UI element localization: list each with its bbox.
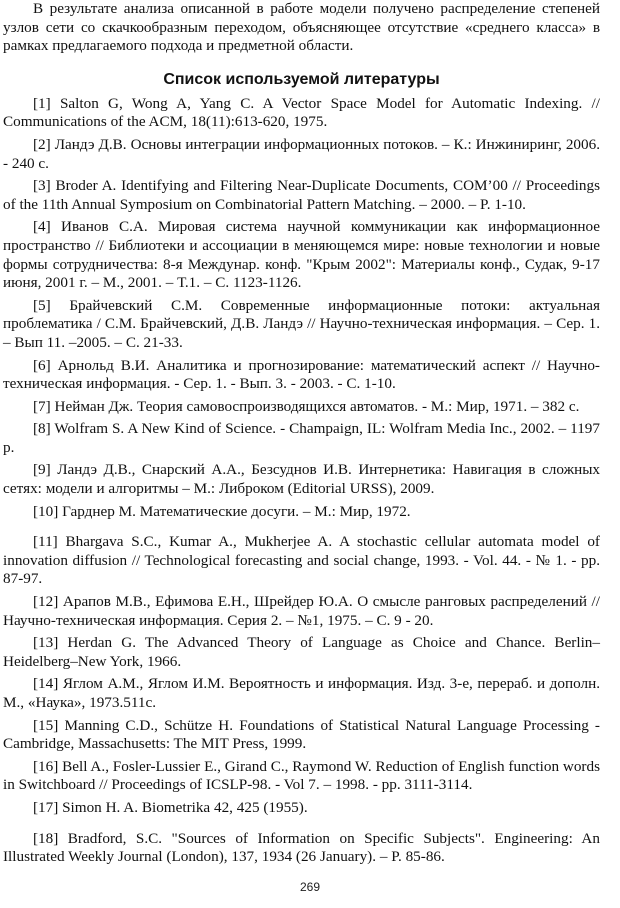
reference-item-13: [13] Herdan G. The Advanced Theory of Language as Choice and Chance. Berlin–Heidelberg–New York, 1966. <box>3 634 600 670</box>
reference-item-8: [8] Wolfram S. A New Kind of Science. - Champaign, IL: Wolfram Media Inc., 2002. – 1197 p. <box>3 420 600 456</box>
reference-item-15: [15] Manning C.D., Schütze H. Foundations of Statistical Natural Language Processing - Cambridge, Massachusetts: The MIT Press, 1999. <box>3 716 600 753</box>
reference-item-4: [4] Иванов С.А. Мировая система научной коммуникации как информационное пространство // Библиотеки и ассоциации в меняющемся мире: новые технологии и новые формы сотрудничества: 8-я Междунар. конф. "Крым 2002": Материалы конф., Судак, 9-17 июня, 2001 г. – М., 2001. – Т.1. – С. 1123-1126. <box>3 218 600 292</box>
reference-item-5: [5] Брайчевский С.М. Современные информационные потоки: актуальная проблематика / С.М. Брайчевский, Д.В. Ландэ // Научно-техническая информация. – Сер. 1. – Вып 11. –2005. – С. 21-33. <box>3 296 600 351</box>
reference-item-7: [7] Нейман Дж. Теория самовоспроизводящихся автоматов. - М.: Мир, 1971. – 382 с. <box>33 397 580 415</box>
reference-item-9: [9] Ландэ Д.В., Снарский А.А., Безсуднов И.В. Интернетика: Навигация в сложных сетях: модели и алгоритмы – М.: Либроком (Editorial URSS), 2009. <box>3 461 600 498</box>
reference-item-16: [16] Bell A., Fosler-Lussier E., Girand C., Raymond W. Reduction of English function words in Switchboard // Proceedings of ICSLP-98. - Vol 7. – 1998. - pp. 3111-3114. <box>3 757 600 794</box>
reference-item-11: [11] Bhargava S.C., Kumar A., Mukherjee A. A stochastic cellular automata model of innovation diffusion // Technological forecasting and social change, 1993. - Vol. 44. - № 1. - pp. 87-97. <box>3 533 600 588</box>
reference-item-2: [2] Ландэ Д.В. Основы интеграции информационных потоков. – К.: Инжиниринг, 2006. - 240 с. <box>3 135 600 172</box>
reference-item-12: [12] Арапов М.В., Ефимова Е.Н., Шрейдер Ю.А. О смысле ранговых распределений // Научно-техническая информация. Серия 2. – №1, 1975. – С. 9 - 20. <box>3 593 600 629</box>
reference-item-14: [14] Яглом А.М., Яглом И.М. Вероятность и информация. Изд. 3-е, перераб. и дополн. М., «Наука», 1973.511с. <box>3 675 600 711</box>
page-number: 269 <box>299 880 321 894</box>
reference-item-6: [6] Арнольд В.И. Аналитика и прогнозирование: математический аспект // Научно-техническая информация. - Сер. 1. - Вып. 3. - 2003. - С. 1-10. <box>3 356 600 393</box>
references-heading: Список используемой литературы <box>163 70 440 88</box>
intro-paragraph: В результате анализа описанной в работе модели получено распределение степеней узлов сети со скачкообразным переходом, объясняющее отсутствие «среднего класса» в рамках предлагаемого подхода и предметной области. <box>3 0 600 55</box>
reference-item-1: [1] Salton G, Wong A, Yang C. A Vector Space Model for Automatic Indexing. // Communications of the ACM, 18(11):613-620, 1975. <box>3 94 600 131</box>
reference-item-10: [10] Гарднер М. Математические досуги. – М.: Мир, 1972. <box>33 502 411 520</box>
reference-item-17: [17] Simon H. A. Biometrika 42, 425 (1955). <box>33 798 308 816</box>
reference-item-3: [3] Broder A. Identifying and Filtering Near-Duplicate Documents, COM’00 // Proceedings of the 11th Annual Symposium on Combinatorial Pattern Matching. – 2000. – P. 1-10. <box>3 177 600 213</box>
reference-list <box>3 95 600 867</box>
reference-item-18: [18] Bradford, S.C. "Sources of Information on Specific Subjects". Engineering: An Illustrated Weekly Journal (London), 137, 1934 (26 January). – P. 85-86. <box>3 829 600 866</box>
